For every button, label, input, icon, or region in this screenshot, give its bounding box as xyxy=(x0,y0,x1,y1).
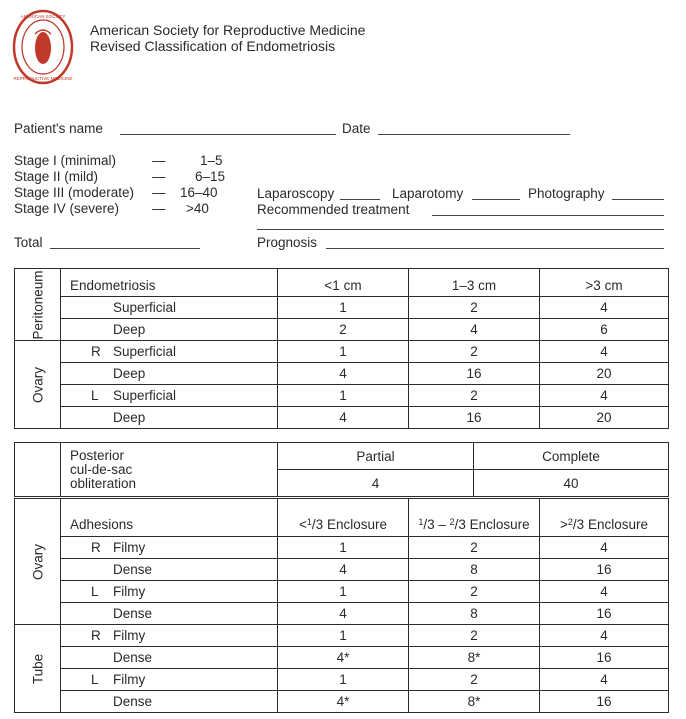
org-name: American Society for Reproductive Medicine xyxy=(90,22,366,38)
row-label-text: Filmy xyxy=(113,584,146,599)
partial-score-cell[interactable]: 4 xyxy=(278,470,474,497)
col-header-1-3cm: 1–3 cm xyxy=(409,269,540,297)
score-cell[interactable]: 6 xyxy=(540,319,669,341)
svg-text:AMERICAN SOCIETY: AMERICAN SOCIETY xyxy=(20,14,66,19)
table-row xyxy=(15,559,669,581)
score-cell[interactable]: 1 xyxy=(278,581,409,603)
adhesions-col-header: Adhesions xyxy=(61,499,278,537)
score-cell[interactable]: 8 xyxy=(409,603,540,625)
photography-label: Photography xyxy=(528,186,605,201)
table-row xyxy=(15,537,669,559)
score-cell[interactable]: 2 xyxy=(409,297,540,319)
score-cell[interactable]: 1 xyxy=(278,297,409,319)
recommended-treatment-label: Recommended treatment xyxy=(257,202,410,217)
ovary-adhesions-group-label: Ovary xyxy=(15,499,61,625)
score-cell[interactable]: 16 xyxy=(409,363,540,385)
score-cell[interactable]: 16 xyxy=(409,407,540,429)
culdesac-label-line: obliteration xyxy=(70,475,137,491)
row-label: Deep xyxy=(61,407,278,429)
col-header-lt1cm: <1 cm xyxy=(278,269,409,297)
culdesac-label-line: cul-de-sac xyxy=(70,461,133,477)
adhesions-table xyxy=(14,498,669,713)
header-title-block xyxy=(90,22,365,54)
tube-group-label: Tube xyxy=(15,625,61,713)
table-row xyxy=(15,647,669,669)
endometriosis-table xyxy=(14,268,669,429)
row-label-text: Filmy xyxy=(113,628,146,643)
col-header-lt-third: <$^1$/3 Enclosure xyxy=(278,499,409,537)
score-cell[interactable]: 20 xyxy=(540,407,669,429)
stage-dash: — xyxy=(152,153,166,168)
side-marker: L xyxy=(91,388,99,403)
row-label-text: Filmy xyxy=(113,540,146,555)
partial-header: Partial xyxy=(278,443,474,470)
score-cell[interactable]: 2 xyxy=(409,669,540,691)
prognosis-field[interactable] xyxy=(326,248,664,249)
stage-dash: — xyxy=(152,185,166,200)
table-row xyxy=(15,625,669,647)
date-label: Date xyxy=(342,121,371,136)
recommended-treatment-field-line2[interactable] xyxy=(257,229,664,230)
asrm-seal-logo xyxy=(12,8,74,86)
patient-name-field[interactable] xyxy=(120,134,336,135)
side-marker: R xyxy=(91,628,101,643)
table-row xyxy=(15,691,669,713)
col-header-third-to-two-thirds: $^1$/3 – $^2$/3 Enclosure xyxy=(409,499,540,537)
peritoneum-group-label: Peritoneum xyxy=(15,269,61,341)
side-marker: L xyxy=(91,584,99,599)
score-cell[interactable]: 4 xyxy=(540,581,669,603)
score-cell[interactable]: 16 xyxy=(540,647,669,669)
patient-name-label: Patient's name xyxy=(14,121,103,136)
table-row xyxy=(15,341,669,363)
score-cell[interactable]: 1 xyxy=(278,341,409,363)
laparoscopy-field[interactable] xyxy=(340,199,380,200)
total-label: Total xyxy=(14,235,43,250)
score-cell[interactable]: 16 xyxy=(540,559,669,581)
row-label: Dense xyxy=(61,647,278,669)
score-cell[interactable]: 1 xyxy=(278,537,409,559)
svg-text:REPRODUCTIVE MEDICINE: REPRODUCTIVE MEDICINE xyxy=(13,76,73,81)
score-cell[interactable]: 2 xyxy=(278,319,409,341)
endometriosis-col-header: Endometriosis xyxy=(61,269,278,297)
row-label: Deep xyxy=(61,319,278,341)
table-row xyxy=(15,385,669,407)
laparoscopy-label: Laparoscopy xyxy=(257,186,335,201)
table-row xyxy=(15,603,669,625)
complete-score-cell[interactable]: 40 xyxy=(474,470,669,497)
score-cell[interactable]: 1 xyxy=(278,669,409,691)
prognosis-label: Prognosis xyxy=(257,235,318,250)
table-row xyxy=(15,407,669,429)
row-label xyxy=(61,581,278,603)
stage-name: Stage II (mild) xyxy=(14,169,99,184)
row-label xyxy=(61,385,278,407)
score-cell[interactable]: 4 xyxy=(278,603,409,625)
stage-name: Stage IV (severe) xyxy=(14,201,120,216)
laparotomy-label: Laparotomy xyxy=(392,186,464,201)
score-cell[interactable]: 4 xyxy=(278,407,409,429)
photography-field[interactable] xyxy=(612,199,664,200)
total-field[interactable] xyxy=(50,248,200,249)
row-label: Superficial xyxy=(61,297,278,319)
ovary-group-label: Ovary xyxy=(15,341,61,429)
form-title: Revised Classification of Endometriosis xyxy=(90,38,336,54)
table-row xyxy=(15,581,669,603)
recommended-treatment-field[interactable] xyxy=(432,215,664,216)
row-label xyxy=(61,669,278,691)
score-cell[interactable]: 8 xyxy=(409,559,540,581)
score-cell[interactable]: 4 xyxy=(540,537,669,559)
score-cell[interactable]: 2 xyxy=(409,341,540,363)
side-marker: R xyxy=(91,540,101,555)
side-marker: L xyxy=(91,672,99,687)
score-cell[interactable]: 4 xyxy=(540,625,669,647)
score-cell[interactable]: 8* xyxy=(409,691,540,713)
stage-dash: — xyxy=(152,169,166,184)
culdesac-label xyxy=(61,443,278,497)
score-cell[interactable]: 16 xyxy=(540,603,669,625)
laparotomy-field[interactable] xyxy=(472,199,520,200)
col-header-gt-two-thirds: >$^2$/3 Enclosure xyxy=(540,499,669,537)
score-cell[interactable]: 4 xyxy=(409,319,540,341)
stage-name: Stage I (minimal) xyxy=(14,153,117,168)
score-cell[interactable]: 4* xyxy=(278,647,409,669)
culdesac-label-line: Posterior xyxy=(70,447,125,463)
row-label xyxy=(61,625,278,647)
score-cell[interactable]: 4 xyxy=(540,385,669,407)
stage-name: Stage III (moderate) xyxy=(14,185,135,200)
table-row xyxy=(15,669,669,691)
complete-header: Complete xyxy=(474,443,669,470)
table-row xyxy=(15,319,669,341)
table-row xyxy=(15,297,669,319)
row-label-text: Filmy xyxy=(113,672,146,687)
row-label xyxy=(61,341,278,363)
score-cell[interactable]: 4 xyxy=(540,669,669,691)
score-cell[interactable]: 4 xyxy=(278,363,409,385)
stage-range: >40 xyxy=(186,201,209,216)
score-cell[interactable]: 4 xyxy=(540,341,669,363)
score-cell[interactable]: 1 xyxy=(278,385,409,407)
score-cell[interactable]: 16 xyxy=(540,691,669,713)
score-cell[interactable]: 1 xyxy=(278,625,409,647)
culdesac-blank-cell xyxy=(15,443,61,497)
col-header-gt3cm: >3 cm xyxy=(540,269,669,297)
stage-range: 6–15 xyxy=(195,169,226,184)
row-label: Dense xyxy=(61,603,278,625)
row-label: Dense xyxy=(61,691,278,713)
score-cell[interactable]: 2 xyxy=(409,537,540,559)
row-label: Deep xyxy=(61,363,278,385)
score-cell[interactable]: 20 xyxy=(540,363,669,385)
score-cell[interactable]: 2 xyxy=(409,385,540,407)
row-label-text: Superficial xyxy=(113,344,177,359)
score-cell[interactable]: 4 xyxy=(278,559,409,581)
table-row xyxy=(15,363,669,385)
score-cell[interactable]: 2 xyxy=(409,581,540,603)
score-cell[interactable]: 4 xyxy=(540,297,669,319)
stage-dash: — xyxy=(152,201,166,216)
date-field[interactable] xyxy=(378,134,570,135)
row-label xyxy=(61,537,278,559)
side-marker: R xyxy=(91,344,101,359)
score-cell[interactable]: 4* xyxy=(278,691,409,713)
culdesac-table xyxy=(14,442,669,497)
stage-range: 1–5 xyxy=(200,153,223,168)
row-label-text: Superficial xyxy=(113,388,177,403)
row-label: Dense xyxy=(61,559,278,581)
stage-range: 16–40 xyxy=(180,185,218,200)
score-cell[interactable]: 2 xyxy=(409,625,540,647)
score-cell[interactable]: 8* xyxy=(409,647,540,669)
